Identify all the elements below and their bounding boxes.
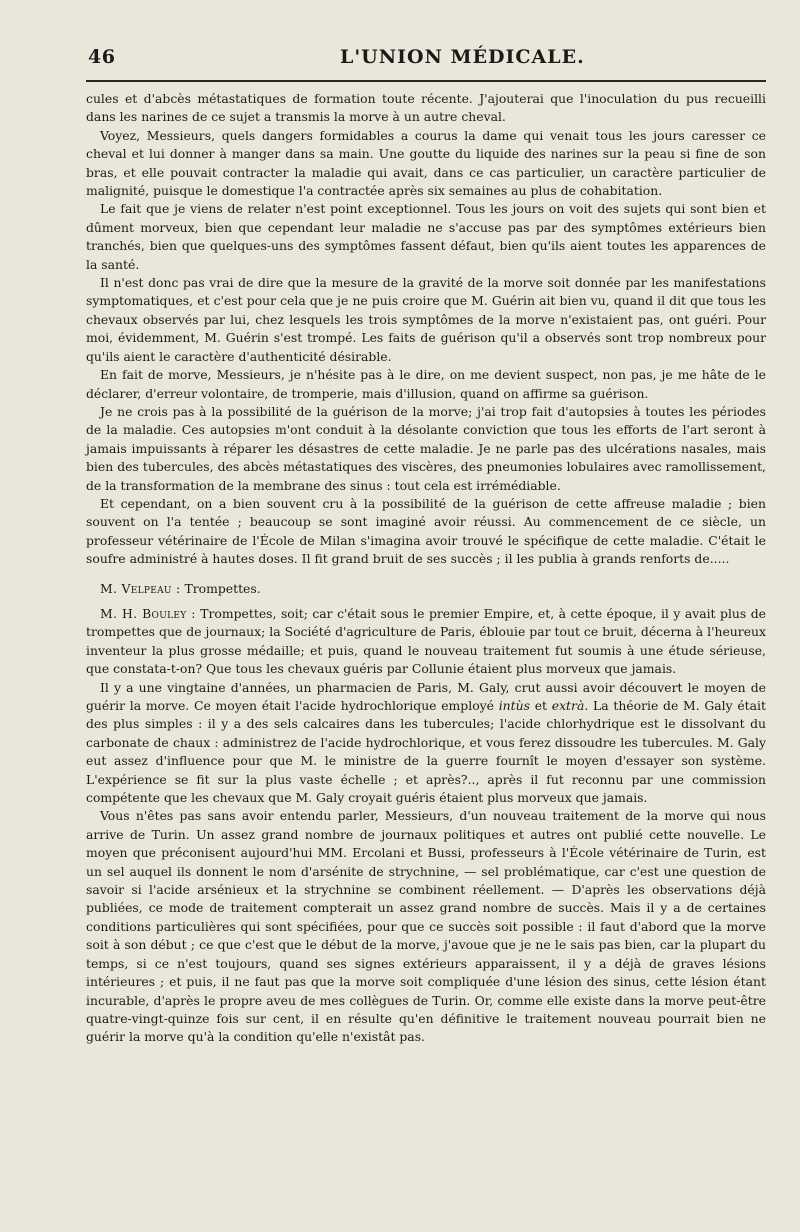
interjection-text: Trompettes. <box>184 580 261 596</box>
paragraph: Je ne crois pas à la possibilité de la guérison de la morve; j'ai trop fait d'autopsies à toutes les périodes de la maladie. Ces autopsies m'ont conduit à la désolante conviction que tous les efforts de l'art seront à jamais impuissants à réparer les désastres de cette maladie. Je ne parle pas des ulcérations nasales, mais bien des tubercules, des abcès métastatiques des viscères, des pneumonies lobulaires avec ramollissement, de la transformation de la membrane des sinus : tout cela est irrémédiable. <box>86 403 766 493</box>
velpeau-interjection <box>86 580 766 598</box>
paragraph: Et cependant, on a bien souvent cru à la possibilité de la guérison de cette affreuse maladie ; bien souvent on l'a tentée ; beaucoup se sont imaginé avoir réussi. Au commencement de ce siècle, un professeur vétérinaire de l'École de Milan s'imagina avoir trouvé le spécifique de cette maladie. C'était le soufre administré à hautes doses. Il fit grand bruit de ses succès ; il les publia à grands renforts de..... <box>86 495 766 567</box>
galy-text-start: Il y a une vingtaine d'années, un pharmacien de Paris, M. Galy, crut aussi avoir découvert le moyen de guérir la morve. Ce moyen était l'acide hydrochlorique employé <box>86 679 766 713</box>
bouley-reply <box>86 605 766 679</box>
italic-term: intùs <box>498 698 530 713</box>
article-body <box>86 90 766 1047</box>
paragraph: En fait de morve, Messieurs, je n'hésite pas à le dire, on me devient suspect, non pas, je me hâte de le déclarer, d'erreur volontaire, de tromperie, mais d'illusion, quand on affirme sa guérison. <box>86 367 766 401</box>
paragraph: Vous n'êtes pas sans avoir entendu parler, Messieurs, d'un nouveau traitement de la morve qui nous arrive de Turin. Un assez grand nombre de journaux politiques et autres ont publié cette nouvelle. Le moyen que préconisent aujourd'hui MM. Ercolani et Bussi, professeurs à l'École vétérinaire de Turin, est un sel auquel ils donnent le nom d'arsénite de strychnine, — sel problématique, car c'est une question de savoir si l'acide arsénieux et la strychnine se combinent réellement. — D'après les observations déjà publiées, ce mode de traitement compterait un assez grand nombre de succès. Mais il y a de certaines conditions particulières qui sont spécifiées, pour que ce succès soit possible : il faut d'abord que la morve soit à son début ; ce que c'est que le début de la morve, j'avoue que je ne le sais pas bien, car la plupart du temps, si ce n'est toujours, quand ses signes extérieurs apparaissent, il y a déjà de graves lésions intérieures ; et puis, il ne faut pas que la morve soit compliquée d'une lésion des sinus, cette lésion étant incurable, d'après le propre aveu de mes collègues de Turin. Or, comme elle existe dans la morve peut-être quatre-vingt-quinze fois sur cent, il en résulte qu'en définitive le traitement nouveau pourrait bien ne guérir la morve qu'à la condition qu'elle n'existât pas. <box>86 808 766 1045</box>
speaker-name: M. Velpeau : <box>100 580 181 596</box>
connector-text: et <box>529 698 552 713</box>
paragraph-continuation: cules et d'abcès métastatiques de formation toute récente. J'ajouterai que l'inoculation du pus recueilli dans les narines de ce sujet a transmis la morve à un autre cheval. <box>86 91 766 125</box>
speaker-name: M. H. Bouley : <box>100 605 196 621</box>
paragraph: Voyez, Messieurs, quels dangers formidables a courus la dame qui venait tous les jours caresser ce cheval et lui donner à manger dans sa main. Une goutte du liquide des narines sur la peau si fine de son bras, et elle pouvait contracter la maladie qui avait, dans ce cas particulier, un caractère particulier de malignité, puisque le domestique l'a contractée après six semaines au plus de cohabitation. <box>86 127 766 199</box>
page-header <box>88 46 764 74</box>
galy-text-end: . La théorie de M. Galy était des plus simples : il y a des sels calcaires dans les tubercules; l'acide chlorhydrique est le dissolvant du carbonate de chaux : administrez de l'acide hydrochlorique, et vous ferez dissoudre les tubercules. M. Galy eut assez d'influence pour que M. le ministre de la guerre fournît le moyen d'essayer son système. L'expérience se fit sur la plus vaste échelle ; et après?.., après il fut reconnu par une commission compétente que les chevaux que M. Galy croyait guéris étaient plus morveux que jamais. <box>86 698 766 806</box>
running-title: L'UNION MÉDICALE. <box>340 46 585 68</box>
header-rule <box>86 80 766 82</box>
reply-text: Trompettes, soit; car c'était sous le premier Empire, et, à cette époque, il y avait plus de trompettes que de journaux; la Société d'agriculture de Paris, éblouie par tout ce bruit, décerna à l'heureux inventeur la plus grosse médaille; et puis, quand le nouveau traitement fut soumis à une étude sérieuse, que constata-t-on? Que tous les chevaux guéris par Collunie étaient plus morveux que jamais. <box>86 605 766 677</box>
paragraph: Le fait que je viens de relater n'est point exceptionnel. Tous les jours on voit des sujets qui sont bien et dûment morveux, bien que cependant leur maladie ne s'accuse pas par des symptômes extérieurs bien tranchés, bien que quelques-uns des symptômes fassent défaut, bien qu'ils aient toutes les apparences de la santé. <box>86 201 766 272</box>
galy-paragraph <box>86 679 766 808</box>
italic-term: extrà <box>551 698 585 713</box>
paragraph: Il n'est donc pas vrai de dire que la mesure de la gravité de la morve soit donnée par les manifestations symptomatiques, et c'est pour cela que je ne puis croire que M. Guérin ait bien vu, quand il dit que tous les chevaux observés par lui, chez lesquels les trois symptômes de la morve n'existaient pas, ont guéri. Pour moi, évidemment, M. Guérin s'est trompé. Les faits de guérison qu'il a observés sont trop nombreux pour qu'ils aient le caractère d'authenticité désirable. <box>86 275 766 364</box>
page-number: 46 <box>88 46 116 68</box>
